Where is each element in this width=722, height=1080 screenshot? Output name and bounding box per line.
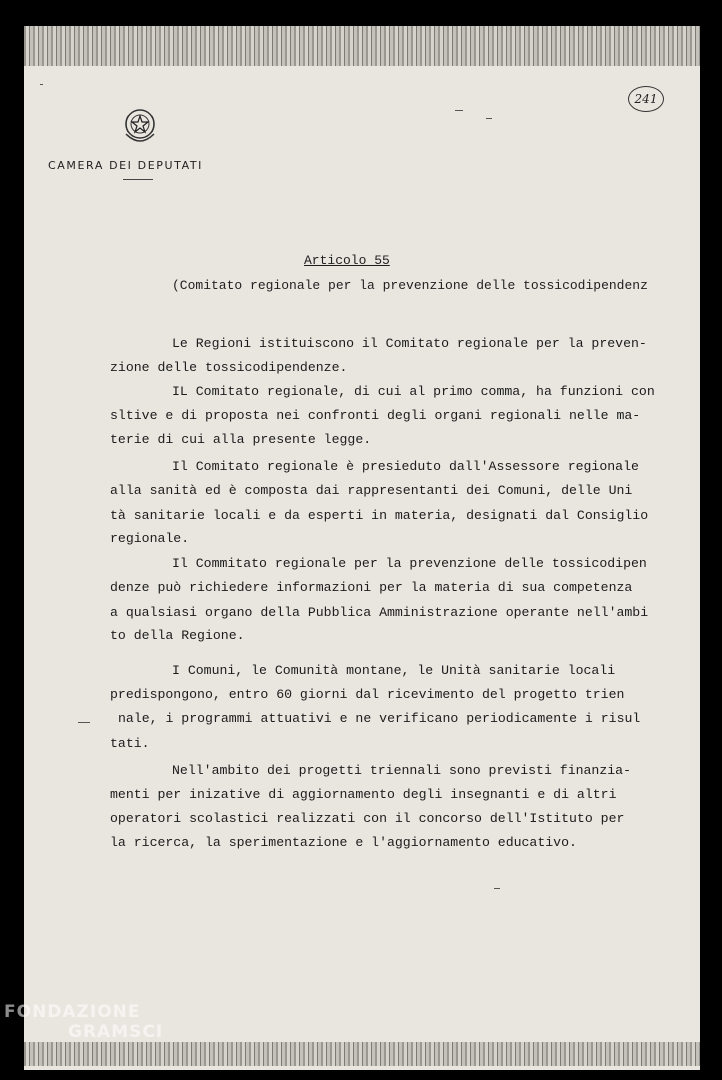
body-line: denze può richiedere informazioni per la materia di sua competenza [110, 580, 633, 595]
watermark-line-1: FONDAZIONE [4, 1002, 141, 1022]
body-line: predispongono, entro 60 giorni dal ricevimento del progetto trien [110, 687, 625, 702]
body-line: Nell'ambito dei progetti triennali sono previsti finanzia- [172, 763, 631, 778]
document-page [24, 26, 700, 1070]
scan-mark [455, 110, 463, 111]
body-line: zione delle tossicodipendenze. [110, 360, 348, 375]
body-line: la ricerca, la sperimentazione e l'aggiornamento educativo. [110, 835, 577, 850]
body-line: I Comuni, le Comunità montane, le Unità sanitarie locali [172, 663, 616, 678]
body-line: terie di cui alla presente legge. [110, 432, 372, 447]
body-line: IL Comitato regionale, di cui al primo comma, ha funzioni con [172, 384, 655, 399]
scan-border-top [24, 26, 700, 66]
body-line: tà sanitarie locali e da esperti in materia, designati dal Consiglio [110, 508, 649, 523]
watermark-line-2: GRAMSCI [68, 1022, 164, 1042]
page-number: 241 [628, 86, 664, 112]
scan-mark [40, 84, 43, 85]
body-line: nale, i programmi attuativi e ne verificano periodicamente i risul [118, 711, 641, 726]
body-line: Il Commitato regionale per la prevenzione delle tossicodipen [172, 556, 647, 571]
article-title: Articolo 55 [304, 253, 390, 268]
institution-name: CAMERA DEI DEPUTATI [48, 159, 204, 172]
body-line: regionale. [110, 531, 190, 546]
scan-mark [494, 888, 500, 889]
scan-mark [486, 118, 492, 119]
body-line: alla sanità ed è composta dai rappresentanti dei Comuni, delle Uni [110, 483, 633, 498]
scan-border-bottom [24, 1042, 700, 1066]
body-line: operatori scolastici realizzati con il concorso dell'Istituto per [110, 811, 625, 826]
article-subtitle: (Comitato regionale per la prevenzione delle tossicodipendenz [172, 278, 648, 293]
body-line: Le Regioni istituiscono il Comitato regionale per la preven- [172, 336, 647, 351]
body-line: a qualsiasi organo della Pubblica Amministrazione operante nell'ambi [110, 605, 649, 620]
body-line: menti per inizative di aggiornamento degli insegnanti e di altri [110, 787, 617, 802]
margin-dash [78, 722, 90, 723]
body-line: sltive e di proposta nei confronti degli organi regionali nelle ma- [110, 408, 641, 423]
body-line: to della Regione. [110, 628, 245, 643]
body-line: Il Comitato regionale è presieduto dall'Assessore regionale [172, 459, 639, 474]
watermark [4, 1002, 163, 1042]
body-line: tati. [110, 736, 150, 751]
institution-underline [123, 179, 153, 180]
republic-emblem-icon [120, 104, 160, 148]
